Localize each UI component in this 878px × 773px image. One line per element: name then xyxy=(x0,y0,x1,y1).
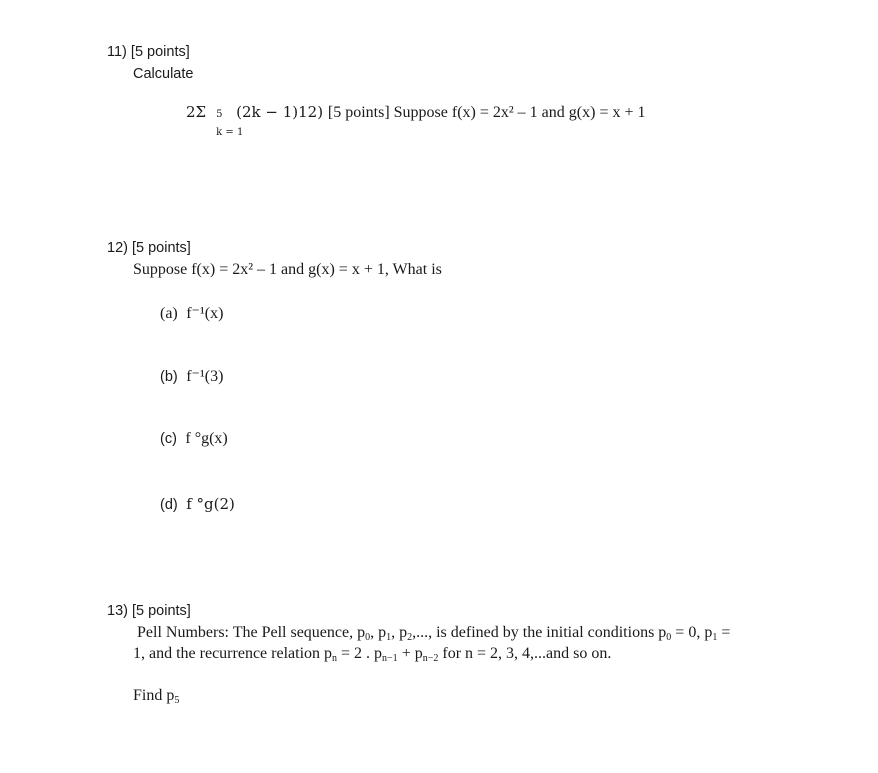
q12-part-d xyxy=(160,495,235,514)
q12-part-b xyxy=(160,366,223,386)
subscript: 5 xyxy=(174,695,180,706)
q11-expression xyxy=(186,103,646,138)
q13-text: + p xyxy=(397,645,423,662)
part-expression: f⁻¹(x) xyxy=(186,305,224,322)
q11-header: 11) [5 points] xyxy=(107,44,190,60)
q13-text: = 0, p xyxy=(671,624,713,641)
q13-text: ,..., is defined by the initial conditions p xyxy=(412,624,667,641)
q13-header: 13) [5 points] xyxy=(107,603,191,619)
part-label: (c) xyxy=(160,431,177,447)
q13-text: Find p xyxy=(133,687,175,704)
q13-find xyxy=(133,687,179,705)
q13-text: = 2 . p xyxy=(337,645,383,662)
subscript: 1 xyxy=(712,632,718,643)
part-expression: f °g(2) xyxy=(186,495,235,513)
subscript: 0 xyxy=(365,632,371,643)
q13-text: Pell Numbers: The Pell sequence, p xyxy=(137,624,366,641)
q13-text: , p xyxy=(391,624,408,641)
sum-lower-limit: k = 1 xyxy=(216,127,244,138)
q13-text: for n = 2, 3, 4,...and so on. xyxy=(438,645,612,662)
q11-expr-prefix: 2Σ xyxy=(186,103,207,121)
part-expression: f °g(x) xyxy=(185,430,228,447)
subscript: 2 xyxy=(407,632,413,643)
part-label: (a) xyxy=(160,305,178,322)
part-expression: f⁻¹(3) xyxy=(186,368,224,385)
q11-expr-body: (2k − 1)12) xyxy=(236,103,324,121)
part-label: (b) xyxy=(160,369,178,385)
q12-part-c xyxy=(160,430,228,448)
q13-line-2 xyxy=(133,645,611,663)
q12-header: 12) [5 points] xyxy=(107,240,191,256)
q13-text: 1, and the recurrence relation p xyxy=(133,645,333,662)
subscript: 1 xyxy=(386,632,392,643)
q12-prompt: Suppose f(x) = 2x² – 1 and g(x) = x + 1, What is xyxy=(133,261,442,278)
subscript: n−2 xyxy=(422,653,439,664)
q12-part-a xyxy=(160,303,223,323)
q13-line-1 xyxy=(137,624,730,642)
q13-text: , p xyxy=(370,624,387,641)
q11-instruction: Calculate xyxy=(133,66,194,82)
q13-text: = xyxy=(717,624,731,641)
subscript: 0 xyxy=(666,632,672,643)
subscript: n−1 xyxy=(382,653,398,664)
subscript: n xyxy=(332,653,338,664)
sum-upper-limit: 5 xyxy=(216,109,223,120)
part-label: (d) xyxy=(160,497,178,513)
q11-expr-tail: [5 points] Suppose f(x) = 2x² – 1 and g(x) = x + 1 xyxy=(327,104,646,121)
